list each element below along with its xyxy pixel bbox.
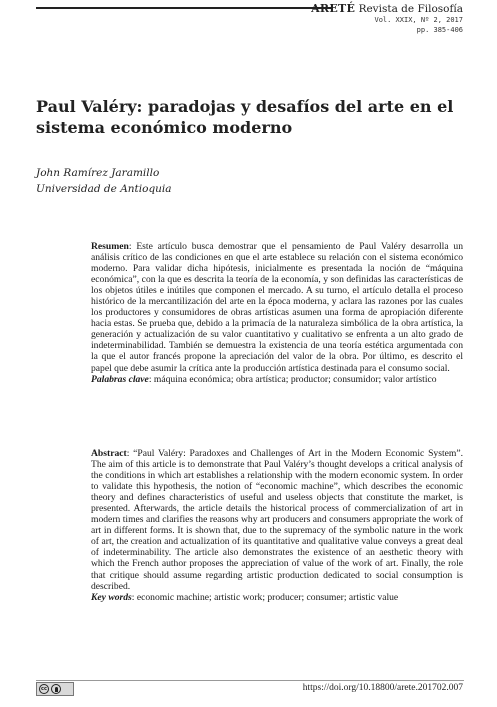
keywords-spanish xyxy=(91,374,463,385)
abstract-english-text: : “Paul Valéry: Paradoxes and Challenges of Art in the Modern Economic System”. The aim of this article is to demonstrate that Paul Valéry’s thought develops a critical analysis of the conditions in which art establishes a relationship with the modern economic system. In order to validate this hypothesis, the notion of “economic machine”, which describes the economic theory and defines characteristics of useful and useless objects that constitute the market, is presented. Afterwards, the article details the historical process of commercialization of art in modern times and clarifies the reasons why art producers and consumers appropriate the work of art in different forms. It is shown that, due to the supremacy of the symbolic nature in the work of art, the creation and actualization of its quantitative and qualitative value conveys a great deal of indeterminability. The article also demonstrates the existence of an aesthetic theory with which the French author proposes the appreciation of value of the work of art. Finally, the role that critique should assume regarding artistic production dedicated to social consumption is described. xyxy=(91,448,463,592)
abstract-english xyxy=(91,448,463,603)
abstract-spanish xyxy=(91,241,463,385)
keywords-english xyxy=(91,592,463,603)
author-name: John Ramírez Jaramillo xyxy=(36,167,160,179)
keywords-english-label: Key words xyxy=(91,591,132,603)
abstract-english-label: Abstract xyxy=(91,448,127,459)
volume-info: Vol. XXIX, Nº 2, 2017 xyxy=(374,16,463,24)
keywords-spanish-label: Palabras clave xyxy=(91,373,149,385)
attribution-icon xyxy=(51,684,61,694)
journal-title xyxy=(311,2,463,15)
page-range: pp. 385-406 xyxy=(416,26,463,34)
doi-link[interactable]: https://doi.org/10.18800/arete.201702.007 xyxy=(302,683,463,693)
keywords-spanish-text: : máquina económica; obra artística; productor; consumidor; valor artístico xyxy=(148,373,437,385)
abstract-spanish-body xyxy=(91,241,463,374)
abstract-english-body xyxy=(91,448,463,592)
abstract-spanish-text: : Este artículo busca demostrar que el pensamiento de Paul Valéry desarrolla un análisis crítico de las condiciones en que el arte establece su relación con el sistema económico moderno. Para validar dicha hipótesis, inicialmente es presentada la noción de “máquina económica”, con la que es descrita la teoría de la economía, y son definidas las características de los objetos útiles e inútiles que componen el mercado. A su turno, el artículo detalla el proceso histórico de la mercantilización del arte en la época moderna, y aclara las razones por las cuales los productores y consumidores de obras artísticas asumen una forma de apropiación diferente hacia estas. Se prueba que, debido a la primacía de la naturaleza simbólica de la obra artística, la generación y actualización de su valor cuantitativo y cualitativo se enfrenta a un alto grado de indeterminabilidad. También se demuestra la existencia de una teoría estética argumentada con la que el autor francés propone la apreciación del valor de la obra. Por último, es descrito el papel que debe asumir la crítica ante la producción artística destinada para el consumo social. xyxy=(91,241,463,374)
journal-name: Revista de Filosofía xyxy=(358,3,463,15)
article-title: Paul Valéry: paradojas y desafíos del arte en el sistema económico moderno xyxy=(36,97,454,137)
page-header xyxy=(0,0,497,40)
footer-rule xyxy=(36,680,464,681)
keywords-english-text: : economic machine; artistic work; producer; consumer; artistic value xyxy=(131,591,399,603)
cc-license-badge[interactable] xyxy=(36,682,74,696)
cc-icon: cc xyxy=(39,684,49,694)
abstract-spanish-label: Resumen xyxy=(91,241,129,252)
journal-mark: ARETÉ xyxy=(311,2,356,15)
author-affiliation: Universidad de Antioquia xyxy=(36,183,172,195)
header-rule xyxy=(36,7,332,9)
